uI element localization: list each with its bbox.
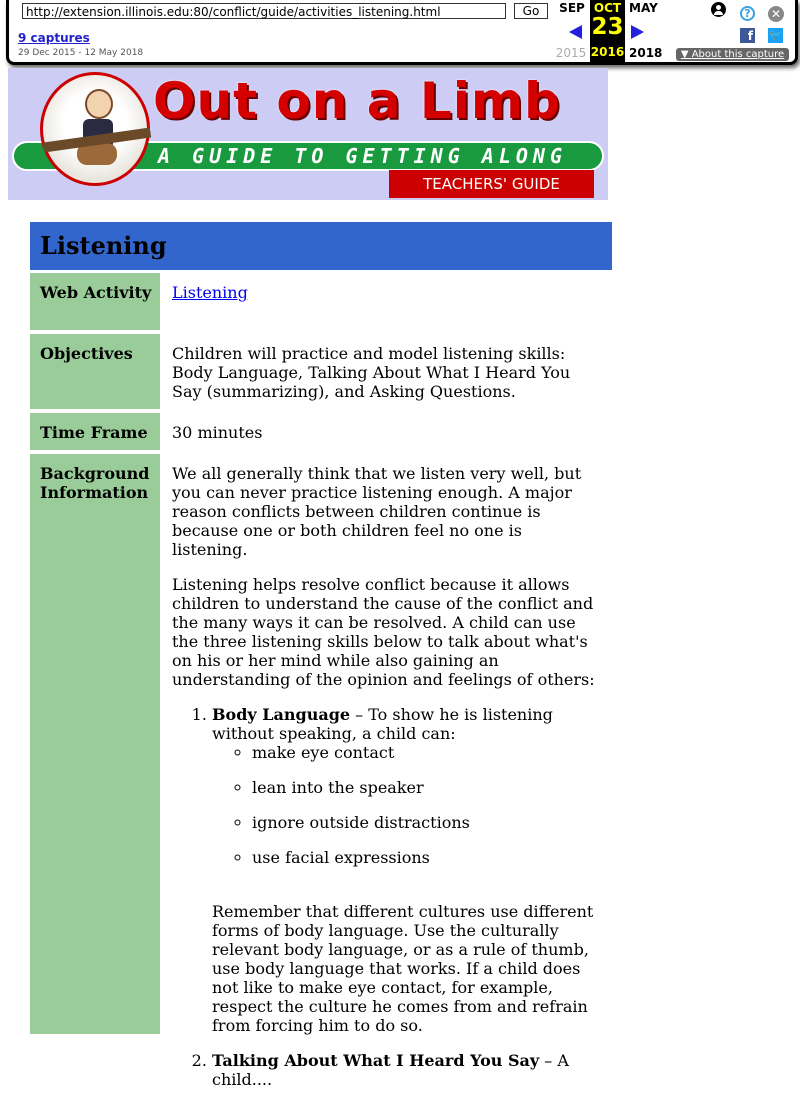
row-time-frame [30,413,612,450]
current-capture [590,0,625,62]
url-input[interactable]: http://extension.illinois.edu:80/conflict/guide/activities_listening.html [22,3,506,19]
banner-subtitle: A GUIDE TO GETTING ALONG [158,144,567,168]
skill-description: – To show he is listening without speaking, a child can: [212,705,553,743]
next-month[interactable]: MAY [629,1,658,15]
skill-talking-about-what-i-heard [212,1051,602,1089]
current-year: 2016 [590,45,625,59]
about-capture-button[interactable] [676,48,789,61]
row-value [172,464,602,1105]
row-label: Web Activity [30,273,160,330]
row-value: Children will practice and model listening skills: Body Language, Talking About What I Heard You Say (summarizing), and Asking Questions. [172,344,571,401]
row-label: Background Information [30,454,160,1034]
site-banner[interactable] [8,68,608,200]
row-label: Time Frame [30,413,160,450]
skill-description: – A child.... [212,1051,569,1089]
twitter-icon[interactable]: 🐦 [769,30,782,41]
listening-skills-list [172,705,602,1089]
row-objectives [30,334,612,409]
current-month: OCT [593,1,622,15]
row-web-activity [30,273,612,330]
page-title: Listening [40,231,167,260]
user-icon[interactable] [711,2,726,17]
capture-date-range: 29 Dec 2015 - 12 May 2018 [18,48,144,58]
body-language-bullets [212,743,602,867]
background-paragraph-1: We all generally think that we listen very well, but you can never practice listening enough. A major reason conflicts between children continue is because one or both children feel no one is listening. [172,464,582,559]
skill-title: Talking About What I Heard You Say [212,1051,540,1070]
girl-on-limb-illustration [40,72,150,186]
captures-link[interactable]: 9 captures [18,31,90,45]
go-button[interactable]: Go [514,3,548,19]
listening-activity-link[interactable]: Listening [172,283,248,302]
facebook-icon[interactable]: f [740,28,755,43]
list-item: ◦ ignore outside distractions [252,813,602,832]
row-label: Objectives [30,334,160,409]
body-language-note: Remember that different cultures use different forms of body language. Use the culturally relevant body language, or as a rule of thumb, use body language that works. If a child does not like to make eye contact, for example, respect the culture he comes from and refrain from forcing him to do so. [212,902,594,1035]
help-icon[interactable]: ? [740,6,755,21]
wayback-toolbar [6,0,798,65]
list-item: ◦ make eye contact [252,743,602,762]
skill-title: Body Language [212,705,351,724]
activity-header [30,222,612,270]
row-value [172,283,602,302]
prev-arrow-icon[interactable] [569,25,582,39]
next-year: 2018 [629,46,663,60]
close-icon[interactable]: ✕ [768,6,784,22]
next-arrow-icon[interactable] [631,25,644,39]
about-capture-label: About this capture [691,49,785,60]
list-item: ◦ use facial expressions [252,848,602,867]
teachers-guide-label: TEACHERS' GUIDE [389,170,594,198]
banner-title: Out on a Limb [153,72,561,130]
background-paragraph-2: Listening helps resolve conflict because it allows children to understand the cause of the conflict and the many ways it can be resolved. A child can use the three listening skills below to talk about what's on his or her mind while also gaining an understanding of the opinion and feelings of others: [172,575,595,689]
row-background-information [30,454,612,1089]
skill-body-language [212,705,602,1035]
triangle-down-icon: ▼ [680,49,692,60]
list-item: ◦ lean into the speaker [252,778,602,797]
prev-month[interactable]: SEP [559,1,585,15]
row-value: 30 minutes [172,423,263,442]
current-day: 23 [591,14,624,40]
prev-year: 2015 [555,46,587,60]
